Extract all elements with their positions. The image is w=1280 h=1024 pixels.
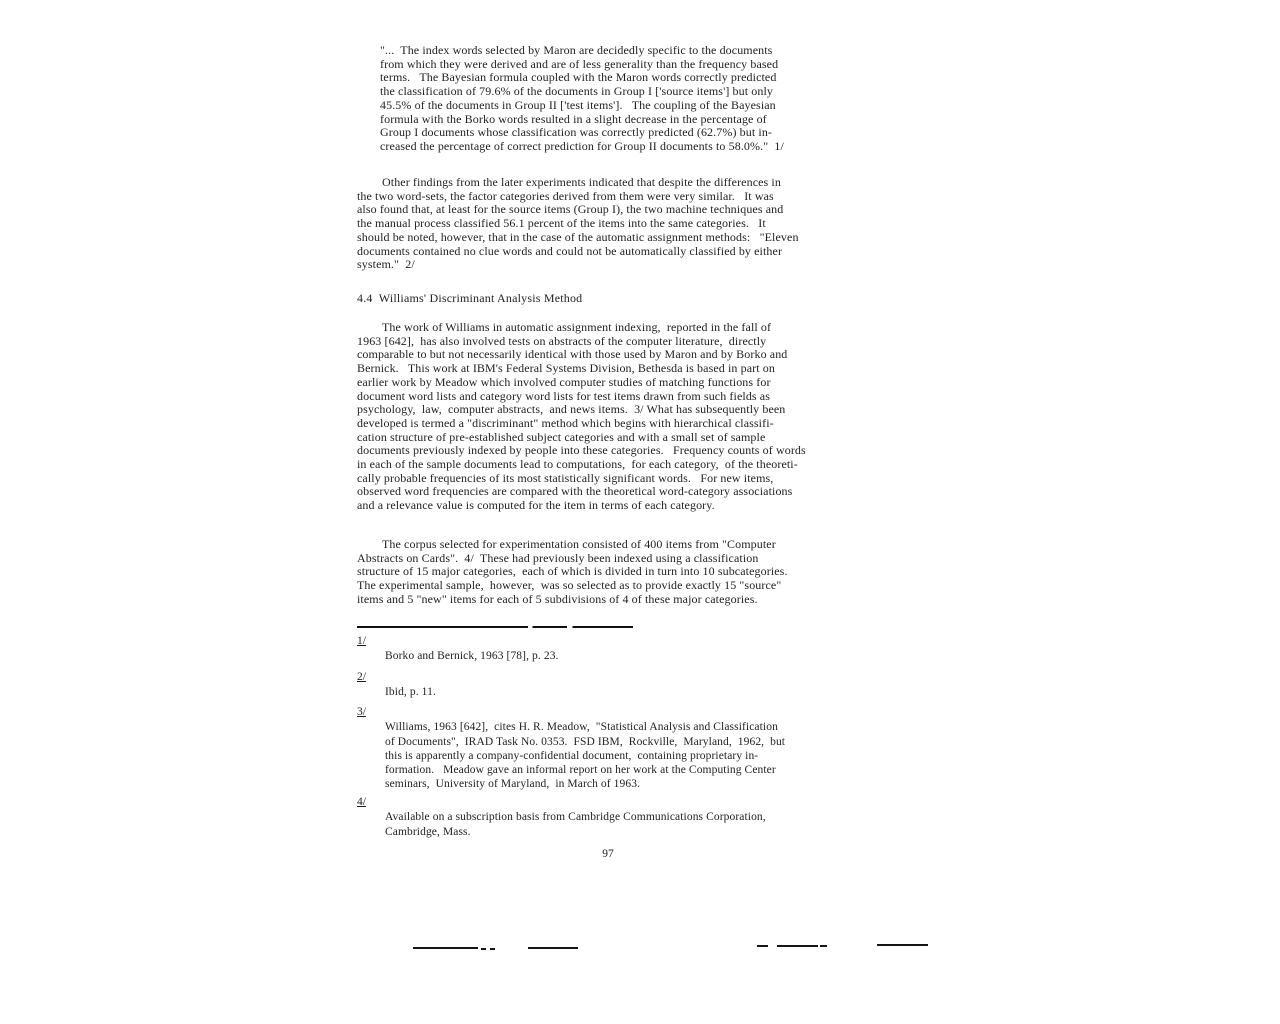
- footnote-text-line: Williams, 1963 [642], cites H. R. Meadow, "Statistical Analysis and Classification: [385, 721, 778, 734]
- text-line: cally probable frequencies of its most statistically significant words. For new items,: [357, 470, 774, 485]
- paragraph-findings: [357, 176, 799, 272]
- footnote-text-line: of Documents", IRAD Task No. 0353. FSD IBM, Rockville, Maryland, 1962, but: [385, 735, 786, 748]
- text-line: "... The index words selected by Maron are decidedly specific to the documents: [380, 43, 773, 57]
- scan-artifact-line: [820, 945, 827, 947]
- footnote-text-line: Cambridge, Mass.: [385, 825, 471, 838]
- text-line: 45.5% of the documents in Group II ['test items']. The coupling of the Bayesian: [380, 97, 776, 112]
- text-line: psychology, law, computer abstracts, and news items. 3/ What has subsequently been: [357, 402, 786, 417]
- paragraph-williams: [357, 321, 806, 513]
- text-line: also found that, at least for the source items (Group I), the two machine techniques and: [357, 202, 784, 217]
- text-line: the classification of 79.6% of the documents in Group I ['source items'] but only: [380, 84, 774, 99]
- text-line: The corpus selected for experimentation consisted of 400 items from "Computer: [382, 537, 776, 551]
- text-line: comparable to but not necessarily identical with those used by Maron and by Borko and: [357, 347, 788, 362]
- footnote-3: [357, 705, 785, 792]
- scan-artifact-line: [757, 945, 768, 947]
- footnote-marker: 4/: [357, 796, 366, 808]
- footnote-text-line: Available on a subscription basis from Cambridge Communications Corporation,: [385, 811, 766, 824]
- text-line: Abstracts on Cards". 4/ These had previously been indexed using a classification: [357, 550, 759, 565]
- text-line: cation structure of pre-established subject categories and with a small set of sample: [357, 429, 766, 444]
- footnote-text-line: seminars, University of Maryland, in March of 1963.: [385, 778, 641, 791]
- text-line: documents previously indexed by people into these categories. Frequency counts of words: [357, 443, 806, 458]
- scan-artifact-line: [481, 948, 486, 950]
- footnote-1: [357, 634, 559, 664]
- text-line: Other findings from the later experiments indicated that despite the differences in: [382, 175, 781, 189]
- footnote-text-line: Borko and Bernick, 1963 [78], p. 23.: [385, 650, 559, 663]
- footnote-separator: [357, 626, 633, 628]
- scan-artifact-line: [490, 948, 495, 950]
- quoted-paragraph: [380, 44, 784, 154]
- footnote-text-line: Ibid, p. 11.: [385, 686, 436, 699]
- paragraph-corpus: [357, 538, 788, 607]
- text-line: from which they were derived and are of less generality than the frequency based: [380, 56, 779, 71]
- text-line: system." 2/: [357, 257, 415, 272]
- text-line: 1963 [642], has also involved tests on abstracts of the computer literature, directly: [357, 333, 767, 348]
- text-line: The experimental sample, however, was so selected as to provide exactly 15 "source": [357, 578, 782, 593]
- text-line: Bernick. This work at IBM's Federal Systems Division, Bethesda is based in part on: [357, 361, 775, 376]
- section-heading: 4.4 Williams' Discriminant Analysis Method: [357, 291, 583, 305]
- text-line: observed word frequencies are compared with the theoretical word-category associations: [357, 484, 793, 499]
- text-line: document word lists and category word lists for test items drawn from such fields as: [357, 388, 770, 403]
- scan-artifact-line: [528, 947, 578, 949]
- text-line: the two word-sets, the factor categories derived from them were very similar. It was: [357, 188, 774, 203]
- page-number: 97: [602, 848, 614, 860]
- text-line: The work of Williams in automatic assignment indexing, reported in the fall of: [382, 320, 772, 334]
- footnote-marker: 3/: [357, 706, 366, 718]
- text-line: earlier work by Meadow which involved computer studies of matching functions for: [357, 374, 771, 389]
- footnote-text-line: formation. Meadow gave an informal report on her work at the Computing Center: [385, 764, 776, 777]
- text-line: in each of the sample documents lead to computations, for each category, of the theoreti-: [357, 457, 798, 472]
- text-line: the manual process classified 56.1 percent of the items into the same categories. It: [357, 216, 766, 231]
- text-line: terms. The Bayesian formula coupled with the Maron words correctly predicted: [380, 70, 777, 85]
- text-line: and a relevance value is computed for the item in terms of each category.: [357, 498, 715, 513]
- footnote-marker: 1/: [357, 635, 366, 647]
- text-line: creased the percentage of correct prediction for Group II documents to 58.0%." 1/: [380, 138, 784, 153]
- text-line: items and 5 "new" items for each of 5 subdivisions of 4 of these major categories.: [357, 591, 758, 606]
- footnote-2: [357, 670, 436, 700]
- scan-artifact-line: [413, 947, 478, 949]
- text-line: should be noted, however, that in the case of the automatic assignment methods: "Eleven: [357, 229, 799, 244]
- scan-artifact-line: [777, 945, 818, 947]
- footnote-text-line: this is apparently a company-confidential document, containing proprietary in-: [385, 749, 759, 762]
- footnote-marker: 2/: [357, 671, 366, 683]
- footnote-4: [357, 795, 766, 839]
- text-line: documents contained no clue words and could not be automatically classified by either: [357, 243, 783, 258]
- scan-artifact-line: [877, 944, 928, 946]
- text-line: formula with the Borko words resulted in a slight decrease in the percentage of: [380, 111, 767, 126]
- text-line: developed is termed a "discriminant" method which begins with hierarchical classifi-: [357, 415, 774, 430]
- text-line: Group I documents whose classification was correctly predicted (62.7%) but in-: [380, 125, 773, 140]
- text-line: structure of 15 major categories, each of which is divided in turn into 10 subcategories.: [357, 564, 788, 579]
